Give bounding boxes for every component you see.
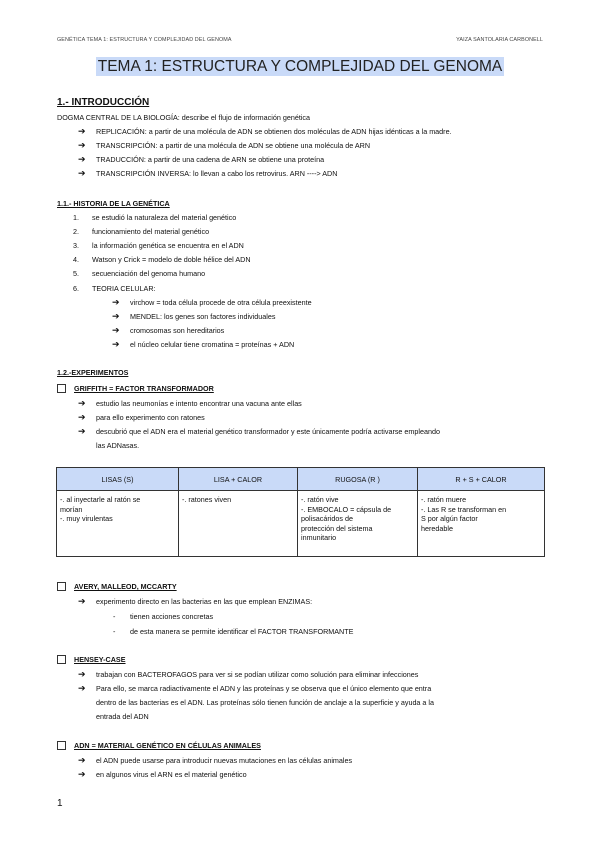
page-title-wrap [0, 58, 600, 76]
intro-heading: 1.- INTRODUCCIÓN [57, 97, 150, 108]
griffith-title: GRIFFITH = FACTOR TRANSFORMADOR [74, 384, 214, 393]
cell-line: -. ratón muere [421, 495, 467, 504]
arrow-icon: ➔ [78, 755, 86, 765]
page-number: 1 [57, 798, 63, 809]
table-header: R + S + CALOR [418, 468, 545, 491]
experimentos-heading: 1.2.-EXPERIMENTOS [57, 368, 129, 377]
historia-heading: 1.1.- HISTORIA DE LA GENÉTICA [57, 199, 170, 208]
cell-line: -. muy virulentas [60, 514, 113, 523]
arrow-icon: ➔ [78, 769, 86, 779]
checkbox-avery[interactable] [57, 582, 66, 591]
cell-line: morían [60, 504, 83, 514]
avery-title: AVERY, MALLEOD, MCCARTY [74, 582, 177, 591]
avery-bullet: experimento directo en las bacterias en las que emplean ENZIMAS: [96, 597, 313, 606]
checkbox-hensey[interactable] [57, 655, 66, 664]
griffith-bullet-3: descubrió que el ADN era el material genético transformador y este únicamente podría activarse empleando [96, 427, 440, 436]
cell-line: polisacáridos de [301, 514, 353, 523]
header-left: GENÉTICA TEMA 1: ESTRUCTURA Y COMPLEJIDAD DEL GENOMA [57, 37, 232, 43]
page-title: TEMA 1: ESTRUCTURA Y COMPLEJIDAD DEL GENOMA [97, 58, 503, 75]
list-number: 4. [73, 255, 79, 264]
table-cell [418, 491, 545, 557]
hensey-bullet-1: trabajan con BACTEROFAGOS para ver si se podían utilizar como solución para eliminar infecciones [96, 670, 419, 679]
griffith-table [56, 467, 545, 557]
table-cell [57, 491, 179, 557]
teoria-sub-2: MENDEL: los genes son factores individuales [130, 312, 276, 321]
arrow-icon: ➔ [78, 140, 86, 150]
table-header: RUGOSA (R ) [298, 468, 418, 491]
historia-item-3: la información genética se encuentra en el ADN [92, 241, 244, 250]
historia-item-6: TEORIA CELULAR: [92, 284, 156, 293]
cell-line: -. EMBOCALO = cápsula de [301, 504, 392, 514]
header-right: YAIZA SANTOLARIA CARBONELL [456, 37, 543, 43]
intro-bullet-3: TRADUCCIÓN: a partir de una cadena de ARN se obtiene una proteína [96, 155, 325, 164]
arrow-icon: ➔ [112, 311, 120, 321]
griffith-bullet-2: para ello experimento con ratones [96, 413, 205, 422]
adn-bullet-1: el ADN puede usarse para introducir nuevas mutaciones en las células animales [96, 756, 353, 765]
arrow-icon: ➔ [78, 412, 86, 422]
arrow-icon: ➔ [78, 398, 86, 408]
cell-line: -. al inyectarle al ratón se [60, 495, 141, 504]
table-cell [179, 491, 298, 557]
dash-marker: - [113, 627, 116, 636]
historia-item-1: se estudió la naturaleza del material genético [92, 213, 237, 222]
arrow-icon: ➔ [78, 683, 86, 693]
list-number: 2. [73, 227, 79, 236]
intro-bullet-4: TRANSCRIPCIÓN INVERSA: lo llevan a cabo los retrovirus. ARN ----> ADN [96, 169, 338, 178]
intro-bullet-2: TRANSCRIPCIÓN: a partir de una molécula de ADN se obtiene una molécula de ARN [96, 141, 371, 150]
teoria-sub-4: el núcleo celular tiene cromatina = proteínas + ADN [130, 340, 295, 349]
table-cell [298, 491, 418, 557]
cell-line: inmunitario [301, 533, 337, 542]
arrow-icon: ➔ [112, 339, 120, 349]
arrow-icon: ➔ [112, 325, 120, 335]
adn-bullet-2: en algunos virus el ARN es el material genético [96, 770, 247, 779]
griffith-bullet-3-cont: las ADNasas. [96, 441, 140, 450]
table-row [57, 491, 545, 557]
avery-sub-2: de esta manera se permite identificar el FACTOR TRANSFORMANTE [130, 627, 354, 636]
checkbox-adn[interactable] [57, 741, 66, 750]
arrow-icon: ➔ [78, 126, 86, 136]
arrow-icon: ➔ [78, 154, 86, 164]
arrow-icon: ➔ [78, 426, 86, 436]
list-number: 1. [73, 213, 79, 222]
hensey-bullet-2-cont2: entrada del ADN [96, 712, 149, 721]
table-header: LISA + CALOR [179, 468, 298, 491]
arrow-icon: ➔ [78, 596, 86, 606]
hensey-title: HENSEY-CASE [74, 655, 126, 664]
checkbox-griffith[interactable] [57, 384, 66, 393]
teoria-sub-1: virchow = toda célula procede de otra célula preexistente [130, 298, 312, 307]
cell-line: -. Las R se transforman en [421, 504, 507, 514]
arrow-icon: ➔ [78, 669, 86, 679]
list-number: 6. [73, 284, 79, 293]
cell-line: heredable [421, 523, 453, 533]
cell-line: -. ratones viven [182, 495, 232, 504]
avery-sub-1: tienen acciones concretas [130, 612, 214, 621]
hensey-bullet-2-cont: dentro de las bacterias es el ADN. Las proteínas sólo tienen función de anclaje a la superficie y ayuda a la [96, 698, 435, 707]
arrow-icon: ➔ [78, 168, 86, 178]
adn-title: ADN = MATERIAL GENÉTICO EN CÉLULAS ANIMALES [74, 741, 261, 750]
table-header: LISAS (S) [57, 468, 179, 491]
list-number: 5. [73, 269, 79, 278]
historia-item-4: Watson y Crick = modelo de doble hélice del ADN [92, 255, 251, 264]
cell-line: protección del sistema [301, 523, 373, 533]
hensey-bullet-2: Para ello, se marca radiactivamente el ADN y las proteínas y se observa que el único elemento que entra [96, 684, 432, 693]
cell-line: S por algún factor [421, 514, 478, 523]
cell-line: -. ratón vive [301, 495, 339, 504]
teoria-sub-3: cromosomas son hereditarios [130, 326, 225, 335]
historia-item-2: funcionamiento del material genético [92, 227, 210, 236]
intro-bullet-1: REPLICACIÓN: a partir de una molécula de ADN se obtienen dos moléculas de ADN hijas idénticas a la madre. [96, 127, 452, 136]
table-header-row [57, 468, 545, 491]
list-number: 3. [73, 241, 79, 250]
dash-marker: - [113, 612, 116, 621]
historia-item-5: secuenciación del genoma humano [92, 269, 206, 278]
arrow-icon: ➔ [112, 297, 120, 307]
dogma-text: DOGMA CENTRAL DE LA BIOLOGÍA: describe el flujo de información genética [57, 113, 310, 122]
griffith-bullet-1: estudio las neumonías e intento encontrar una vacuna ante ellas [96, 399, 302, 408]
